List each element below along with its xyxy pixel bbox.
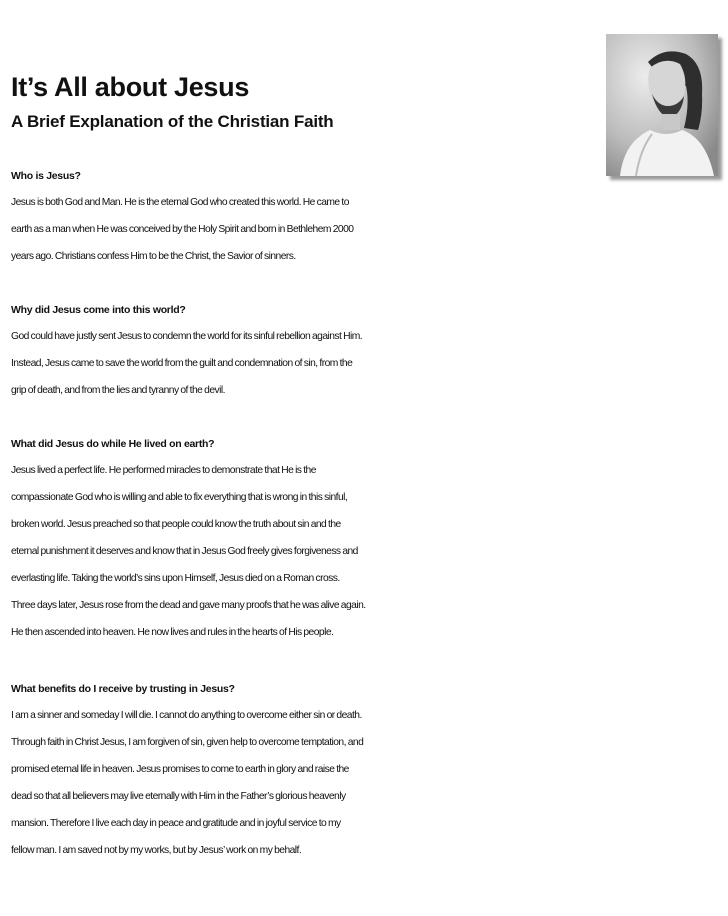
body-line: years ago. Christians confess Him to be the Christ, the Savior of sinners. bbox=[11, 251, 296, 262]
section-benefits-of-trusting bbox=[11, 676, 726, 864]
jesus-portrait-icon bbox=[606, 34, 718, 176]
section-heading: What benefits do I receive by trusting in Jesus? bbox=[11, 683, 235, 695]
body-line: eternal punishment it deserves and know that in Jesus God freely gives forgiveness and bbox=[11, 546, 358, 557]
document-title: It’s All about Jesus bbox=[11, 72, 250, 102]
body-line: grip of death, and from the lies and tyranny of the devil. bbox=[11, 385, 225, 396]
body-line: earth as a man when He was conceived by the Holy Spirit and born in Bethlehem 2000 bbox=[11, 224, 354, 235]
body-line: I am a sinner and someday I will die. I cannot do anything to overcome either sin or death. bbox=[11, 710, 362, 721]
section-heading: Who is Jesus? bbox=[11, 170, 81, 182]
body-line: everlasting life. Taking the world’s sins upon Himself, Jesus died on a Roman cross. bbox=[11, 573, 340, 584]
body-line: mansion. Therefore I live each day in peace and gratitude and in joyful service to my bbox=[11, 818, 341, 829]
body-line: promised eternal life in heaven. Jesus promises to come to earth in glory and raise the bbox=[11, 764, 349, 775]
body-line: He then ascended into heaven. He now lives and rules in the hearts of His people. bbox=[11, 627, 334, 638]
body-line: compassionate God who is willing and able to fix everything that is wrong in this sinful, bbox=[11, 492, 348, 503]
body-line: fellow man. I am saved not by my works, but by Jesus’ work on my behalf. bbox=[11, 845, 302, 856]
body-line: dead so that all believers may live eternally with Him in the Father’s glorious heavenly bbox=[11, 791, 346, 802]
section-body bbox=[11, 189, 726, 270]
body-line: Jesus lived a perfect life. He performed miracles to demonstrate that He is the bbox=[11, 465, 316, 476]
section-heading: What did Jesus do while He lived on earth? bbox=[11, 438, 215, 450]
section-why-did-jesus-come bbox=[11, 297, 726, 404]
section-heading: Why did Jesus come into this world? bbox=[11, 304, 186, 316]
body-line: Instead, Jesus came to save the world from the guilt and condemnation of sin, from the bbox=[11, 358, 353, 369]
body-line: broken world. Jesus preached so that people could know the truth about sin and the bbox=[11, 519, 341, 530]
section-body bbox=[11, 323, 726, 404]
portrait-drawing bbox=[606, 34, 718, 176]
section-body bbox=[11, 702, 726, 864]
section-who-is-jesus bbox=[11, 163, 726, 270]
body-line: God could have justly sent Jesus to condemn the world for its sinful rebellion against Him. bbox=[11, 331, 363, 342]
body-line: Through faith in Christ Jesus, I am forgiven of sin, given help to overcome temptation, and bbox=[11, 737, 364, 748]
body-line: Jesus is both God and Man. He is the eternal God who created this world. He came to bbox=[11, 197, 349, 208]
section-what-did-jesus-do bbox=[11, 431, 726, 646]
body-line: Three days later, Jesus rose from the dead and gave many proofs that he was alive again. bbox=[11, 600, 366, 611]
section-body bbox=[11, 457, 726, 646]
document-subtitle: A Brief Explanation of the Christian Faith bbox=[11, 112, 334, 131]
